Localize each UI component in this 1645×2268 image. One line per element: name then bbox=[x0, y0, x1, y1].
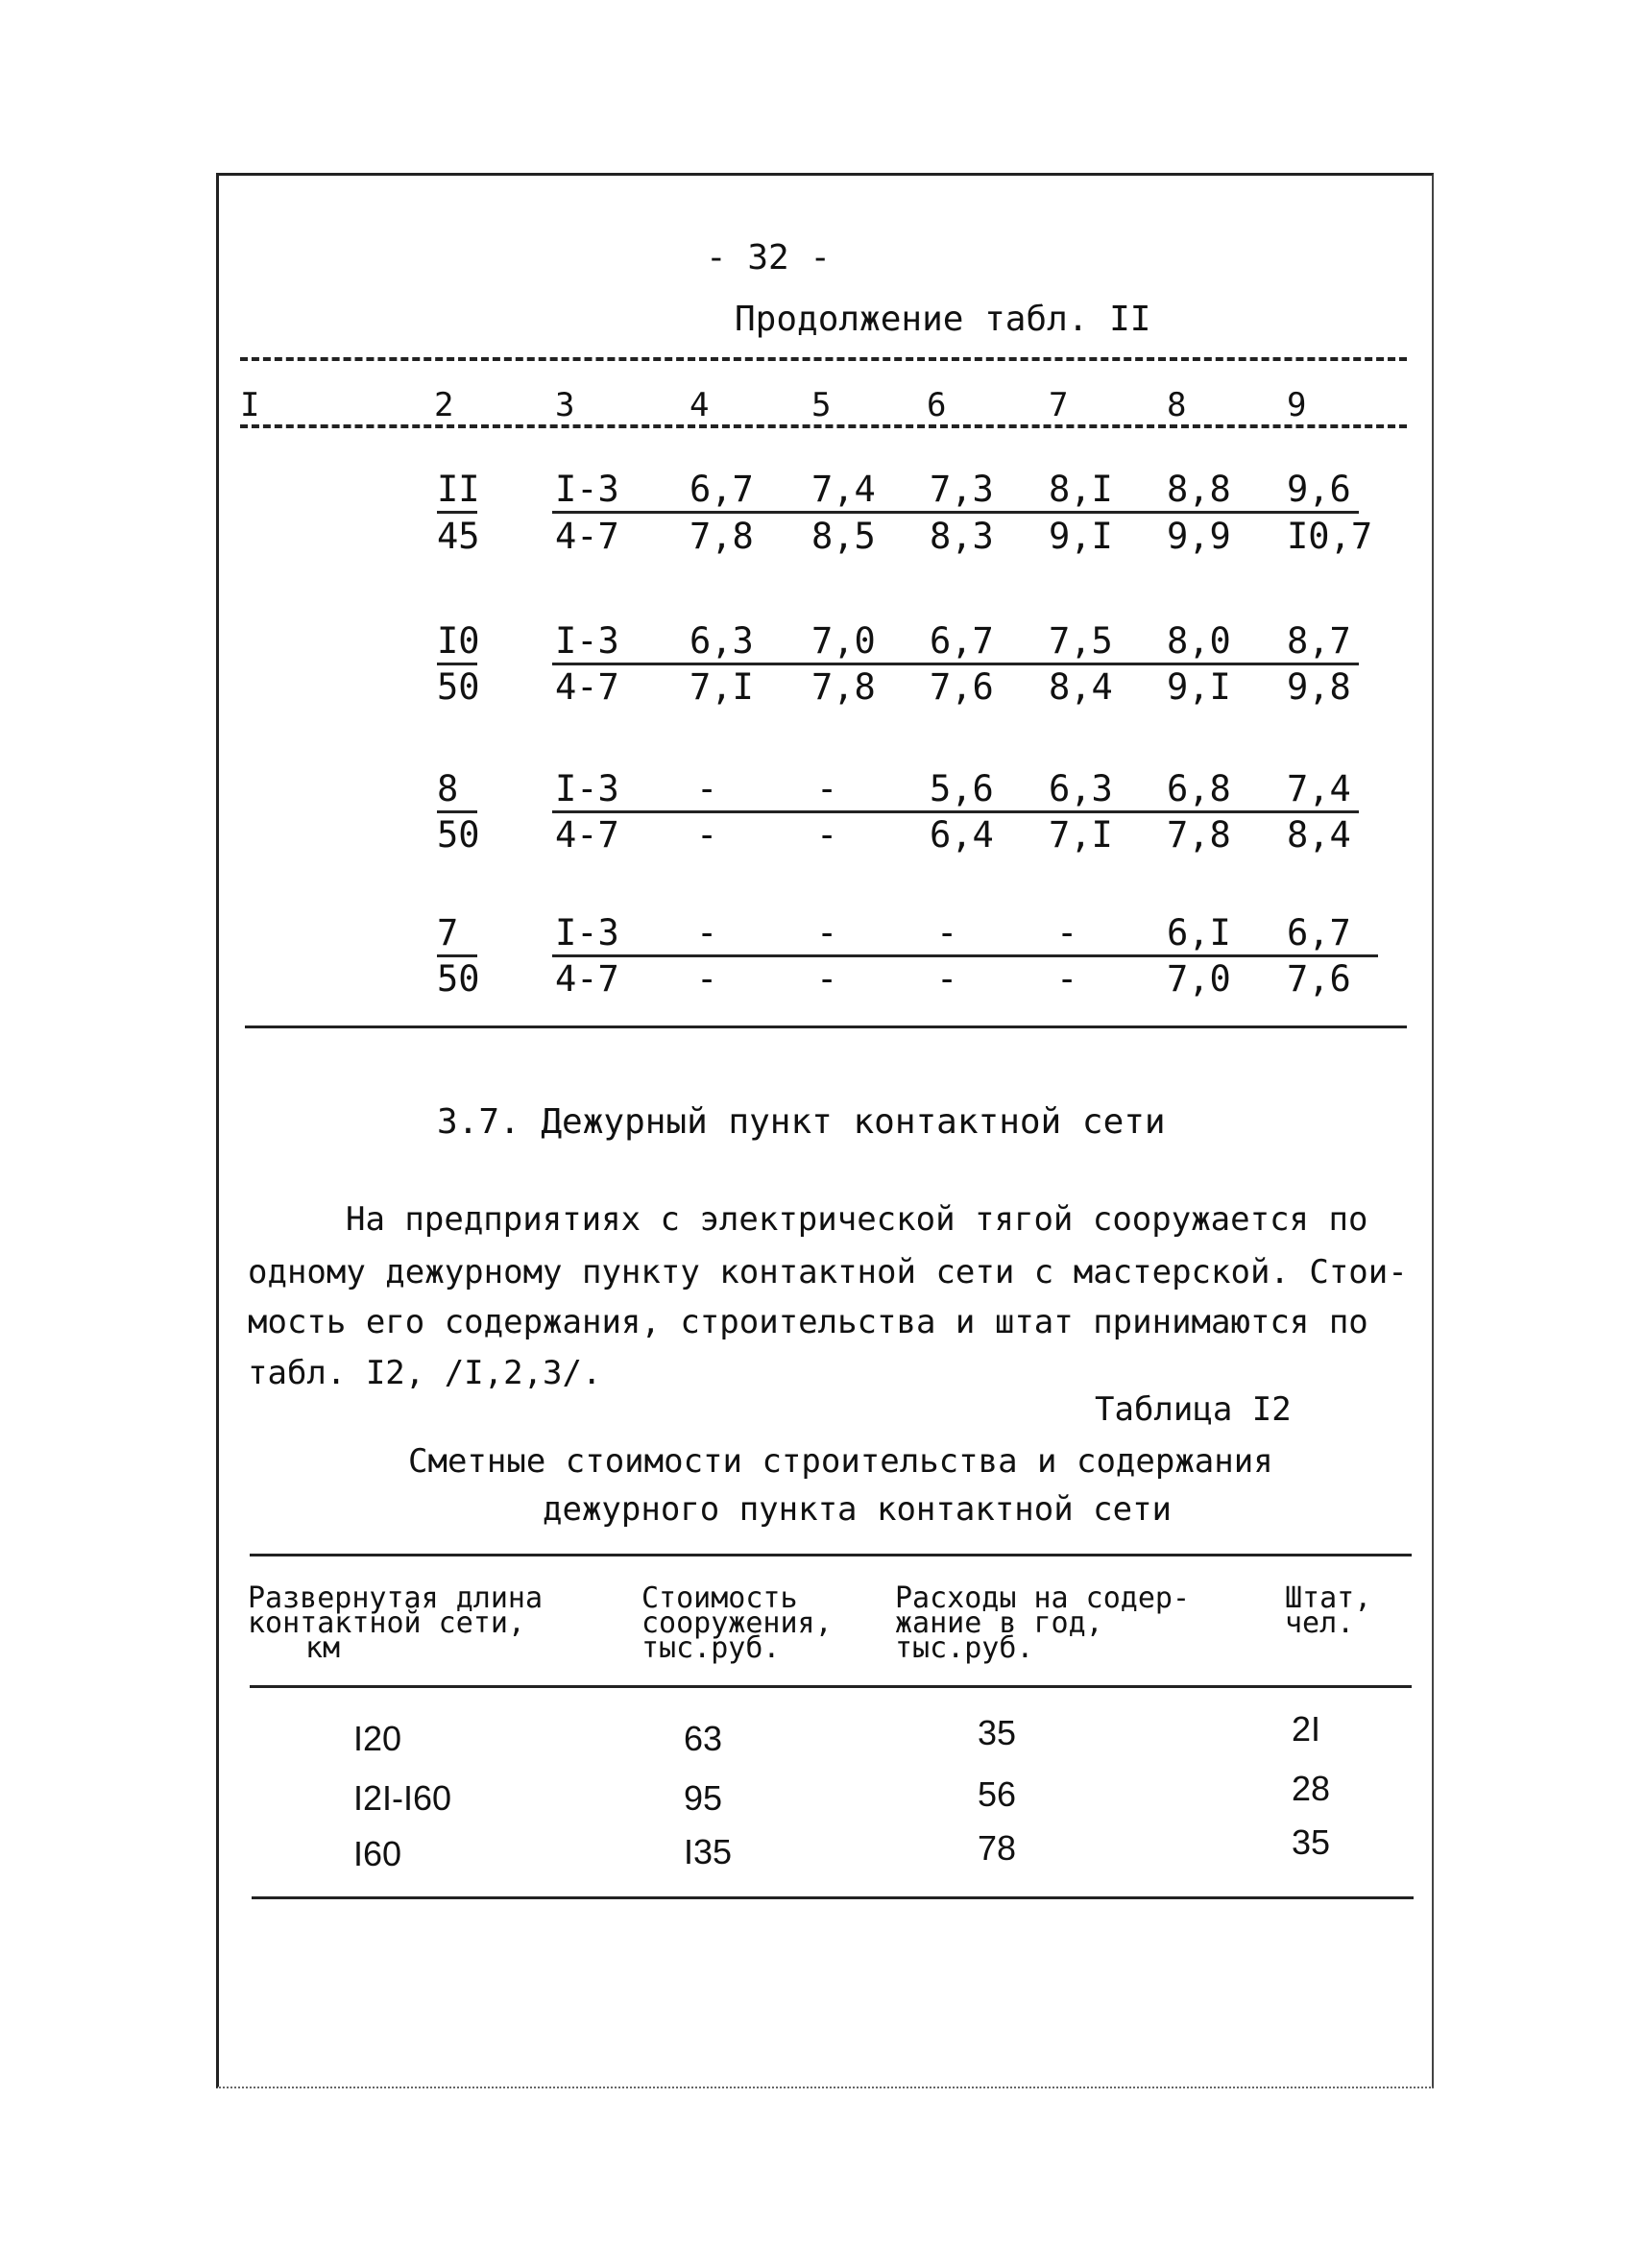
table-cell: 35 bbox=[978, 1713, 1017, 1752]
axle-range: 4-7 bbox=[555, 814, 619, 856]
table-cell: - bbox=[696, 912, 718, 953]
line-fraction-top: II bbox=[437, 469, 480, 510]
table-cell: 6,7 bbox=[1287, 912, 1351, 953]
header-line: Развернутая длина bbox=[248, 1581, 544, 1615]
line-fraction-top: I0 bbox=[437, 620, 480, 662]
table-cell: 7,6 bbox=[1287, 958, 1351, 1000]
row-separator bbox=[552, 663, 1359, 665]
table-cell: 7,4 bbox=[811, 469, 876, 510]
header-bottom-rule bbox=[240, 424, 1407, 428]
table-cell: 6,3 bbox=[689, 620, 754, 662]
axle-range: 4-7 bbox=[555, 666, 619, 708]
table-cell: I60 bbox=[353, 1834, 402, 1873]
table-cell: 9,6 bbox=[1287, 469, 1351, 510]
table-cell: 56 bbox=[978, 1774, 1017, 1814]
line-fraction-bottom: 50 bbox=[437, 814, 480, 856]
header-line: жание в год, bbox=[895, 1606, 1103, 1640]
table-cell: 7,5 bbox=[1049, 620, 1113, 662]
table-cell: - bbox=[1056, 958, 1078, 1000]
table-cell: 7,0 bbox=[1167, 958, 1231, 1000]
table-cell: I2I-I60 bbox=[353, 1778, 452, 1818]
row-separator bbox=[552, 954, 1378, 957]
table-top-rule bbox=[250, 1554, 1412, 1556]
table-cell: 95 bbox=[684, 1778, 723, 1818]
table-cell: 9,9 bbox=[1167, 516, 1231, 557]
header-col-9: 9 bbox=[1287, 386, 1307, 424]
table-cell: 7,I bbox=[689, 666, 754, 708]
header-line: чел. bbox=[1285, 1606, 1355, 1640]
table-cell: 8,7 bbox=[1287, 620, 1351, 662]
table-cell: - bbox=[696, 768, 718, 809]
axle-range: I-3 bbox=[555, 469, 619, 510]
table-cell: - bbox=[1056, 912, 1078, 953]
header-col-6: 6 bbox=[927, 386, 947, 424]
table-cell: 8,4 bbox=[1287, 814, 1351, 856]
table-cell: 8,I bbox=[1049, 469, 1113, 510]
table-cell: I35 bbox=[684, 1832, 733, 1871]
axle-range: I-3 bbox=[555, 620, 619, 662]
paragraph-line: табл. I2, /I,2,3/. bbox=[248, 1354, 602, 1392]
table-cell: 6,8 bbox=[1167, 768, 1231, 809]
table-label: Таблица I2 bbox=[1095, 1390, 1292, 1429]
table-cell: 9,I bbox=[1049, 516, 1113, 557]
paragraph-line: одному дежурному пункту контактной сети с мастерской. Стои- bbox=[248, 1253, 1408, 1291]
line-fraction-top: 8 bbox=[437, 768, 459, 809]
table-cell: 6,4 bbox=[930, 814, 994, 856]
header-bottom-rule bbox=[250, 1685, 1412, 1688]
fraction-bar bbox=[437, 511, 477, 514]
row-separator bbox=[552, 810, 1359, 813]
table-cell: 63 bbox=[684, 1719, 723, 1758]
header-col-1: I bbox=[240, 386, 260, 424]
line-fraction-bottom: 50 bbox=[437, 666, 480, 708]
axle-range: 4-7 bbox=[555, 516, 619, 557]
table-cell: 8,8 bbox=[1167, 469, 1231, 510]
table-cell: I0,7 bbox=[1287, 516, 1373, 557]
table-cell: 7,4 bbox=[1287, 768, 1351, 809]
header-col-5: 5 bbox=[811, 386, 832, 424]
table-cell: 28 bbox=[1292, 1769, 1331, 1808]
header-col-2: 2 bbox=[434, 386, 454, 424]
table-cell: - bbox=[816, 912, 838, 953]
table-cell: 7,6 bbox=[930, 666, 994, 708]
table-cell: 7,I bbox=[1049, 814, 1113, 856]
table-bottom-rule bbox=[245, 1025, 1407, 1028]
header-annual-expenses bbox=[895, 1581, 1191, 1665]
paragraph-line: На предприятиях с электрической тягой сооружается по bbox=[346, 1200, 1368, 1239]
header-line: Расходы на содер- bbox=[895, 1581, 1191, 1615]
table-cell: - bbox=[696, 814, 718, 856]
table-title-line: дежурного пункта контактной сети bbox=[543, 1490, 1173, 1529]
table-cell: 8,5 bbox=[811, 516, 876, 557]
table-cell: 9,8 bbox=[1287, 666, 1351, 708]
table-cell: 7,0 bbox=[811, 620, 876, 662]
section-heading: 3.7. Дежурный пункт контактной сети bbox=[437, 1102, 1166, 1142]
table-cell: 8,4 bbox=[1049, 666, 1113, 708]
page-number: - 32 - bbox=[706, 238, 832, 277]
line-fraction-top: 7 bbox=[437, 912, 459, 953]
table-cell: - bbox=[936, 912, 958, 953]
header-staff bbox=[1285, 1581, 1372, 1640]
header-line: Стоимость bbox=[641, 1581, 798, 1615]
table-cell: 2I bbox=[1292, 1709, 1321, 1749]
line-fraction-bottom: 45 bbox=[437, 516, 480, 557]
table-cell: 7,3 bbox=[930, 469, 994, 510]
axle-range: I-3 bbox=[555, 768, 619, 809]
axle-range: I-3 bbox=[555, 912, 619, 953]
header-line: контактной сети, bbox=[248, 1606, 525, 1640]
line-fraction-bottom: 50 bbox=[437, 958, 480, 1000]
table-cell: - bbox=[936, 958, 958, 1000]
fraction-bar bbox=[437, 954, 477, 957]
table-cell: 6,I bbox=[1167, 912, 1231, 953]
table-top-rule bbox=[240, 357, 1407, 361]
axle-range: 4-7 bbox=[555, 958, 619, 1000]
header-col-4: 4 bbox=[689, 386, 710, 424]
table-cell: 35 bbox=[1292, 1822, 1331, 1862]
table-cell: 78 bbox=[978, 1828, 1017, 1868]
table-cell: 8,0 bbox=[1167, 620, 1231, 662]
table-cell: 6,7 bbox=[689, 469, 754, 510]
table-cell: 8,3 bbox=[930, 516, 994, 557]
header-line: сооружения, bbox=[641, 1606, 833, 1640]
table-cell: - bbox=[816, 958, 838, 1000]
header-col-7: 7 bbox=[1049, 386, 1069, 424]
table-bottom-rule bbox=[252, 1896, 1414, 1899]
row-separator bbox=[552, 511, 1359, 514]
continuation-title: Продолжение табл. II bbox=[735, 300, 1151, 339]
table-cell: 6,7 bbox=[930, 620, 994, 662]
fraction-bar bbox=[437, 663, 477, 665]
header-col-3: 3 bbox=[555, 386, 575, 424]
header-line: км bbox=[305, 1631, 341, 1665]
table-cell: 7,8 bbox=[689, 516, 754, 557]
header-col-8: 8 bbox=[1167, 386, 1187, 424]
table-cell: 9,I bbox=[1167, 666, 1231, 708]
table-cell: I20 bbox=[353, 1719, 402, 1758]
header-construction-cost bbox=[641, 1581, 833, 1665]
table-cell: 7,8 bbox=[1167, 814, 1231, 856]
table-cell: - bbox=[816, 814, 838, 856]
table-cell: - bbox=[696, 958, 718, 1000]
table-cell: 5,6 bbox=[930, 768, 994, 809]
header-line: Штат, bbox=[1285, 1581, 1372, 1615]
paragraph-line: мость его содержания, строительства и штат принимаются по bbox=[248, 1303, 1368, 1341]
table-title-line: Сметные стоимости строительства и содержания bbox=[408, 1442, 1273, 1481]
header-line: тыс.руб. bbox=[895, 1631, 1034, 1665]
table-cell: 7,8 bbox=[811, 666, 876, 708]
header-length bbox=[248, 1581, 544, 1665]
fraction-bar bbox=[437, 810, 477, 813]
table-cell: - bbox=[816, 768, 838, 809]
header-line: тыс.руб. bbox=[641, 1631, 781, 1665]
table-cell: 6,3 bbox=[1049, 768, 1113, 809]
